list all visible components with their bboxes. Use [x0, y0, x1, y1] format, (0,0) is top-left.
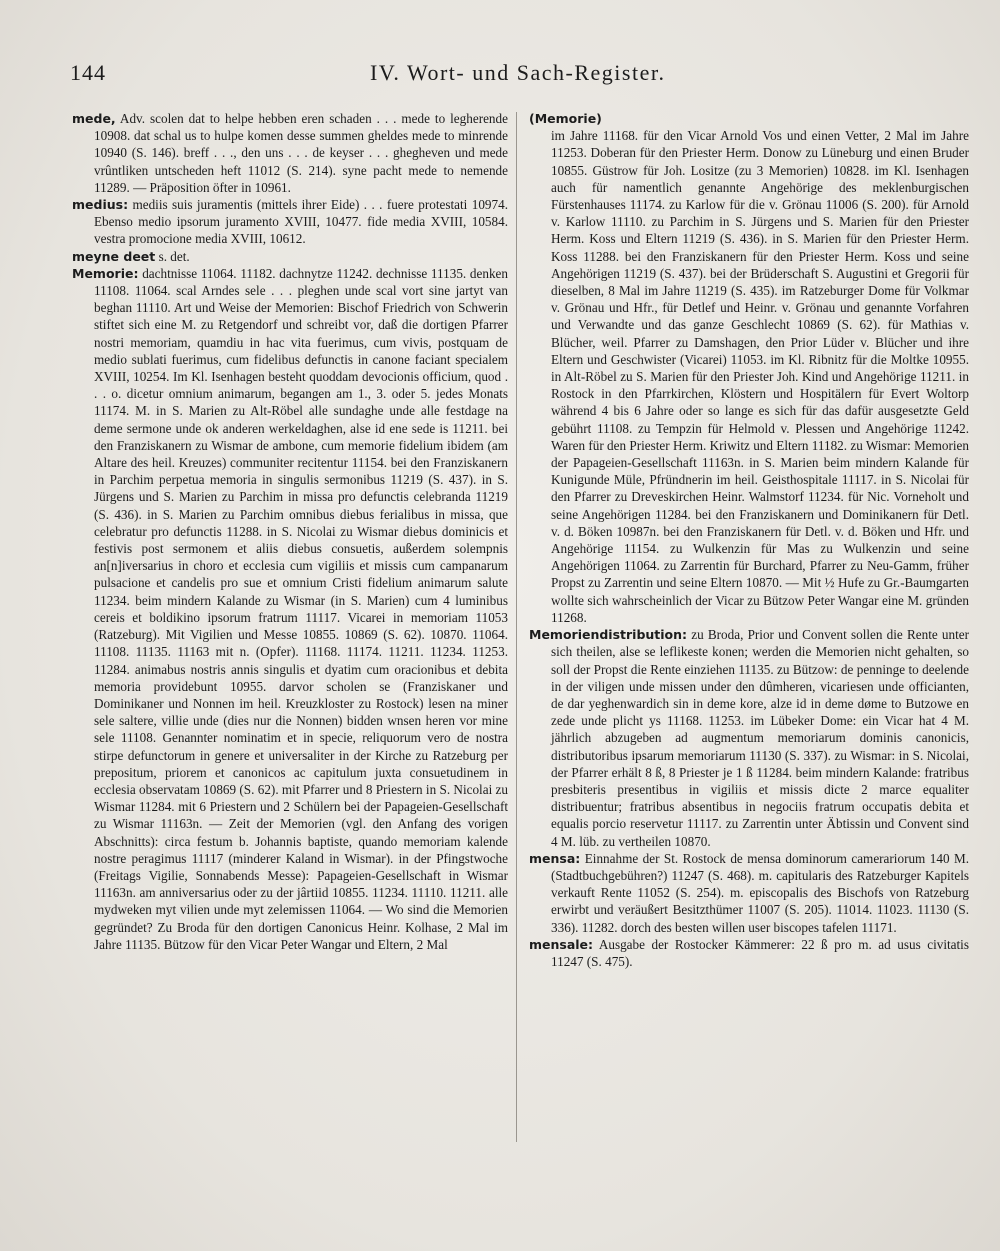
entry-text: dachtnisse 11064. 11182. dachnytze 11242. dechnisse 11135. denken 11108. 11064. scal Arndes sele . . . pleghen unde scal vort sine jartyt van beghan 11110. Art und Weise der Memorien: Bischof Friedrich von Schwerin stiftet sich eine M. zu Retgendorf und schreibt vor, daß die dortigen Pfarrer nostri memoriam, quamdiu in hac vita fuerimus, cum vivis, postquam de medio sublati fuerimus, cum fidelibus defunctis in canone faciant specialem XVIII, 10254. Im Kl. Isenhagen besteht quoddam devocionis officium, quod . . . o. dicetur omnium animarum, begangen am 1., 3. oder 5. jedes Monats 11174. M. in S. Marien zu Alt-Röbel alle sundaghe unde alle festdage na deme sermone unde ok anderen werkeldaghen, alse id ene sede is 11211. bei den Franziskanern zu Wismar de ambone, cum memorie fidelium ibidem (am Altare des heil. Kreuzes) communiter recitentur 11154. bei den Franziskanern in Parchim perpetua memoria in singulis sermonibus 11219 (S. 437). in S. Jürgens und S. Marien zu Parchim in missa pro defunctis celebranda 11219 (S. 436). in S. Marien zu Parchim omnibus diebus ferialibus in missa, que celebratur pro defunctis 11288. in S. Nicolai zu Wismar diebus dominicis et festivis post sermonem et aliis diebus consuetis, außerdem solempnis an[n]iversarius in choro et ecclesia cum vigiliis et missis cum campanarum pulsacione et candelis pro sue et omnium Cristi fidelium animarum salute 11234. beim mindern Kalande zu Wismar (in S. Marien) cum 4 luminibus cereis et boldikino ipsorum fratrum 11117. Vicarei in memoriam 11053 (Ratzeburg). Mit Vigilien und Messe 10855. 10869 (S. 62). 10870. 11064. 11108. 11135. 11163 mit n. (Opfer). 11168. 11174. 11211. 11234. 11253. 11284. animabus nostris annis singulis et dyatim cum oracionibus et debita memoria providebunt 10955. darvor scholen se (Franziskaner und Dominikaner und Nonnen im heil. Kreuzkloster zu Rostock) lesen na miner sele saltere, villie unde (dies nur die Nonnen) bidden wnsen heren vor mine sele 11108. Genannter nominatim et in specie, reliquorum vero de nostra stirpe defunctorum in genere et universaliter in der Kirche zu Ratzeburg per prepositum, priorem et canonicos ac capitulum juxta consuetudinem in ecclesia observatam 10869 (S. 62). mit Pfarrer und 8 Priestern in S. Nicolai zu Wismar 11284. mit 6 Priestern und 2 Schülern bei der Papageien-Gesellschaft zu Wismar 11163n. — Zeit der Memorien (vgl. den Anfang des vorigen Abschnitts): circa festum b. Johannis baptiste, quando memoriam kalende nostre peragimus 11117 (minderer Kaland in Wismar). in der Pfingstwoche (Freitags Vigilie, Sonnabends Messe): Papageien-Gesellschaft in Wismar 11163n. am anniversarius oder zu der jârtiid 10855. 11234. 11110. 11211. alle mydweken myt vilien unde myt zelemissen 11064. — Wo sind die Memorien gegründet? Zu Broda für den dortigen Canonicus Heinr. Kolhase, 2 Mal im Jahre 11135. Bützow für den Vicar Peter Wangar und Eltern, 2 Mal — [94, 265, 509, 952]
entry-text: Adv. scolen dat to helpe hebben eren schaden . . . mede to legherende 10908. dat schal us to hulpe komen desse summen gheldes mede to minrende 10940 (S. 146). breff . . ., den uns . . . de keyser . . . ghegheven und mede vrûntliken untscheden heft 11012 (S. 214). syne pacht mede to nemende 11289. — Präposition öfter in 10961. — [94, 111, 508, 195]
entry-text: mediis suis juramentis (mittels ihrer Eide) . . . fuere protestati 10974. Ebenso medio ipsorum juramento XVIII, 10477. fide media XVIII, 10584. vestra promocione media XVIII, 10612. — [94, 197, 508, 247]
lemma: medius: — [72, 197, 129, 213]
entry-medius — [72, 196, 508, 248]
entry-memorie — [72, 265, 508, 953]
lemma: mensa: — [529, 850, 581, 866]
lemma: Memoriendistribution: — [529, 627, 688, 643]
entry-mensale — [529, 936, 969, 970]
entry-mensa — [529, 850, 969, 936]
continued-heading: (Memorie) — [529, 111, 602, 126]
entry-mede — [72, 110, 508, 196]
entry-text: zu Broda, Prior und Convent sollen die Rente unter sich theilen, alse se leflikeste konen; werden die Memorien nicht gehalten, so soll der Propst die Rente einziehen 11135. zu Bützow: de penninge to deelende in der viligen unde missen under den dûmheren, vicariesen unde officianten, de dar yeghenwardich sin in deme kore, alze id in deme døme to Butzowe en zede unde plicht ys 11168. 11253. im Lübeker Dome: ein Vicar hat 4 M. jährlich abzugeben ad augmentum memoriarum dominis canonicis, distributoribus ipsarum memoriarum 11130 (S. 337). zu Wismar: in S. Nicolai, der Pfarrer erhält 8 ß, 8 Priester je 1 ß 11284. beim mindern Kalande: fratribus presbiteris presentibus in vigiliis et missis dicte 2 marce equaliter distribuentur; fratribus absentibus in negociis fratrum occupatis debita et equalis porcio reservetur 11117. zu Zarrentin unter Äbtissin und Convent sind 4 M. lüb. zu vertheilen 10870. — [551, 627, 969, 849]
lemma: mede, — [72, 111, 116, 126]
column-divider — [516, 112, 517, 1142]
entry-text: Einnahme der St. Rostock de mensa dominorum camerariorum 140 M. (Stadtbuchgebühren?) 11247 (S. 468). m. capitularis des Ratzeburger Kapitels verkauft Rente 11052 (S. 254). m. episcopalis des Bischofs von Ratzeburg erwirbt und veräußert Besitzthümer 11007 (S. 205). 11014. 11023. 11130 (S. 336). 11282. dorch des besten willen user biscopes tafelen 11171. — [551, 850, 970, 935]
entry-text: im Jahre 11168. für den Vicar Arnold Vos und einen Vetter, 2 Mal im Jahre 11253. Doberan für den Priester Herm. Donow zu Lüneburg und einen Bruder 10855. Güstrow für Joh. Lositze (zu 3 Memorien) 10828. im Kl. Isenhagen auch für namentlich genannte Angehörige des meklenburgischen Fürstenhauses 11174. zu Karlow für die v. Grönau 11006 (S. 200). für Arnold v. Karlow 11110. zu Parchim in S. Jürgens und S. Marien für den Priester Herm. Koss und Eltern 11219 (S. 436). in S. Marien für den Priester Herm. Koss 11288. bei den Franziskanern für den Priester Herm. Koss und seine Angehörigen 11219 (S. 437). bei der Brüderschaft S. Augustini et Gregorii für dieselben, 8 Mal im Jahre 11219 (S. 435). im Ratzeburger Dome für Volkmar v. Grönau und Hfr., für Detlef und Heinr. v. Grönau und genannte Vorfahren und Verwandte und das ganze Geschlecht 10869 (S. 62). für Mathias v. Blücher, weil. Pfarrer zu Damshagen, den Prior Lüder v. Blücher und ihre Eltern und Geschwister (Vicarei) 11053. im Kl. Ribnitz für die Moltke 10955. in Alt-Röbel zu S. Marien für den Priester Joh. Kind und Angehörige 11211. in Rostock in den Pfarrkirchen, Klöstern und Hospitälern für Evert Woltorp während 4 bis 6 Jahre oder so lange es sich für das dafür ausgesetzte Geld gebührt 11108. zu Tempzin für Helmold v. Plessen und Angehörige 11242. Waren für den Priester Herm. Kriwitz und Eltern 11182. zu Wismar: Memorien der Papageien-Gesellschaft 11163n. in S. Marien beim mindern Kalande für Kunigunde Müle, Pfründnerin im heil. Geisthospitale 11117. in S. Nicolai für den Pfarrer zu Dreveskirchen Heinr. Walmstorf 11234. für Nic. Vorneholt und seine Angehörigen 11284. bei den Franziskanern und Dominikanern für Detl. v. d. Böken 10987n. bei den Franziskanern für Detl. v. d. Böken und Hfr. und Angehörige 11154. zu Wulkenzin für Mas zu Wulkenzin und seine Angehörigen 11064. zu Zarrentin für Burchard, Pfarrer zu Neu-Gamm, früher Propst zu Zarrentin und seine Eltern 10870. — Mit ½ Hufe zu Gr.-Baumgarten wollte sich wahrscheinlich der Vicar zu Bützow Peter Wangar eine M. gründen 11268. — [551, 128, 969, 625]
lemma: mensale: — [529, 936, 594, 952]
entry-memorie-continued — [529, 127, 969, 626]
entry-meyne-deet — [72, 248, 508, 265]
left-column — [72, 110, 508, 953]
page-number: 144 — [70, 60, 106, 85]
entry-text: Ausgabe der Rostocker Kämmerer: 22 ß pro m. ad usus civitatis 11247 (S. 475). — [551, 936, 969, 969]
lemma: meyne deet — [72, 248, 156, 264]
entry-memoriendistribution — [529, 626, 969, 850]
right-column — [529, 110, 969, 970]
page-header — [70, 60, 940, 94]
entry-text: s. det. — [158, 248, 190, 264]
lemma: Memorie: — [72, 265, 139, 281]
running-title: IV. Wort- und Sach-Register. — [370, 60, 666, 85]
